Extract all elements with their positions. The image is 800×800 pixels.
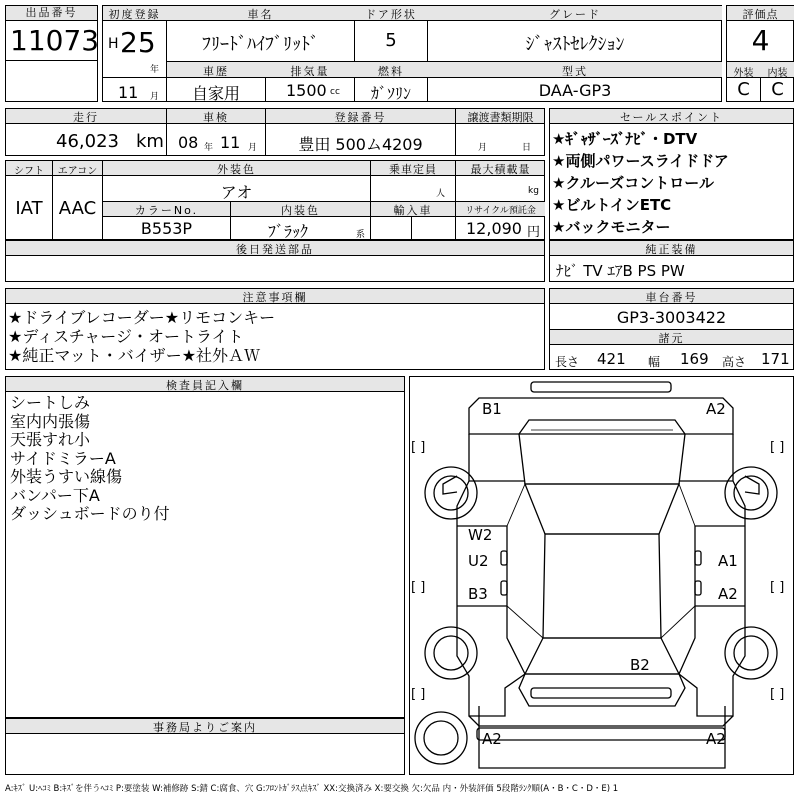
mileage-unit: km (136, 131, 164, 152)
mileage-label: 走行 (73, 111, 99, 124)
recycle-unit: 円 (527, 225, 541, 240)
shift: IAT (15, 198, 43, 219)
transfer-month: 月 (478, 143, 488, 153)
inspector-note: 天張すれ小 (10, 430, 91, 449)
month-value: 11 (118, 83, 139, 102)
month-unit: 月 (150, 92, 160, 102)
sales-point: ★両側パワースライドドア (552, 152, 729, 170)
air-conditioner: AAC (58, 198, 97, 219)
transfer-label: 譲渡書類期限 (467, 111, 534, 124)
car-diagram (409, 376, 794, 775)
score: 4 (751, 24, 770, 57)
tailgate (519, 674, 685, 706)
era: H (108, 36, 119, 52)
height: 171 (761, 350, 790, 368)
mark-b3: B3 (468, 585, 488, 603)
spare-wheel (415, 712, 467, 764)
color-label: 外装色 (217, 163, 256, 176)
mark-a2-right: A2 (718, 585, 738, 603)
mark-a2-top: A2 (706, 400, 726, 418)
history: 自家用 (191, 84, 240, 103)
note-item: ★ディスチャージ・オートライト (8, 327, 244, 346)
bracket-right-2: [ ] (770, 580, 785, 595)
lot-label: 出品番号 (6, 6, 97, 21)
equipment-label: 純正装備 (645, 243, 698, 256)
rear-bumper (477, 728, 725, 740)
inspector-note: シートしみ (10, 393, 91, 412)
recycle-label: リサイクル預託金 (465, 206, 536, 216)
inspector-note: ダッシュボードのり付 (10, 504, 170, 523)
displacement-unit: cc (330, 87, 340, 97)
notes-list (8, 308, 275, 365)
sales-point: ★ビルトインETC (552, 196, 672, 214)
score-label: 評価点 (742, 8, 779, 21)
inspector-label: 検査員記入欄 (166, 379, 244, 392)
chassis-label: 車台番号 (645, 291, 698, 304)
lot-number: 11073 (10, 24, 100, 57)
grade-label: グレード (549, 8, 601, 21)
mark-w2: W2 (468, 526, 493, 544)
sales-points-list (552, 128, 729, 238)
width: 169 (680, 350, 709, 368)
capacity-label: 乗車定員 (389, 163, 437, 176)
ext-grade: C (737, 79, 750, 100)
color-no-label: カラーNo. (134, 204, 199, 217)
wheel-rl (425, 627, 477, 679)
dims-label: 諸元 (658, 332, 685, 345)
model: DAA-GP3 (538, 81, 612, 100)
mark-a2-bottom-right: A2 (706, 730, 726, 748)
car-name: ﾌﾘｰﾄﾞﾊｲﾌﾞﾘｯﾄﾞ (202, 34, 319, 55)
int-label: 内装 (767, 68, 788, 79)
ac-label: エアコン (57, 166, 98, 177)
mark-a1: A1 (718, 552, 738, 570)
plate-label: 登録番号 (334, 111, 387, 124)
windshield (525, 484, 679, 534)
fuel-label: 燃料 (378, 65, 404, 78)
shift-label: シフト (14, 166, 44, 177)
width-label: 幅 (648, 355, 661, 369)
inspector-note: バンパー下A (10, 485, 100, 505)
mark-u2: U2 (468, 552, 489, 570)
roof (543, 534, 661, 638)
office-label: 事務局よりご案内 (153, 721, 257, 734)
year-unit: 年 (150, 65, 160, 75)
inspector-notes (10, 394, 170, 524)
insp-month-unit: 月 (248, 143, 258, 153)
lower-outline (479, 706, 725, 768)
insp-year-unit: 年 (204, 143, 214, 153)
chassis-number: GP3-3003422 (616, 308, 727, 327)
load-unit: kg (528, 186, 539, 196)
sales-point: ★ｷﾞｬｻﾞｰｽﾞﾅﾋﾞ・DTV (552, 130, 698, 148)
plate: 豊田 500ム4209 (298, 135, 423, 154)
sales-points-label: セールスポイント (619, 111, 723, 124)
import-label: 輸入車 (393, 204, 433, 217)
sales-point: ★バックモニター (552, 218, 671, 236)
bracket-left-3: [ ] (411, 687, 426, 702)
ext-label: 外装 (733, 68, 754, 79)
mark-b2: B2 (630, 656, 650, 674)
displacement: 1500 (286, 81, 327, 100)
rear-outline (469, 716, 733, 726)
bracket-left-1: [ ] (411, 440, 426, 455)
length: 421 (597, 350, 626, 368)
wheel-rr (725, 627, 777, 679)
bracket-left-2: [ ] (411, 580, 426, 595)
inspector-note: 室内内張傷 (10, 411, 91, 431)
fuel: ｶﾞｿﾘﾝ (370, 84, 411, 103)
interior-color-suffix: 系 (356, 230, 366, 240)
mark-b1: B1 (482, 400, 502, 418)
load-label: 最大積載量 (470, 163, 531, 176)
front-outline (469, 398, 733, 434)
transfer-day: 日 (522, 143, 532, 153)
car-name-label: 車名 (247, 8, 274, 21)
int-color-label: 内装色 (281, 204, 320, 217)
notes-label: 注意事項欄 (242, 291, 308, 304)
bracket-right-1: [ ] (770, 440, 785, 455)
mirror-right (745, 476, 759, 494)
int-grade: C (771, 79, 784, 100)
legend: A:ｷｽﾞ U:ﾍｺﾐ B:ｷｽﾞを伴うﾍｺﾐ P:要塗装 W:補修跡 S:錆 C:腐食、穴 G:ﾌﾛﾝﾄｶﾞﾗｽ点ｷｽﾞ XX:交換済み X:要交換 欠:欠品 内・外装評価 5段階ﾗﾝｸ順(A・B・C・D・E) 1 (5, 784, 619, 794)
note-item: ★純正マット・バイザー★社外ＡＷ (8, 346, 261, 365)
inspector-note: サイドミラーA (10, 448, 116, 468)
rear-window (525, 638, 679, 674)
model-label: 型式 (562, 65, 588, 78)
inspector-note: 外装うすい線傷 (10, 467, 123, 486)
inspection-label: 車検 (203, 111, 229, 124)
height-label: 高さ (722, 355, 747, 369)
mirror-left (443, 476, 457, 494)
door-label: ドア形状 (365, 8, 417, 21)
insp-year: 08 (178, 133, 199, 152)
recycle-fee: 12,090 (466, 219, 522, 238)
exterior-color: アオ (220, 183, 253, 202)
interior-color: ﾌﾞﾗｯｸ (268, 222, 309, 241)
note-item: ★ドライブレコーダー★リモコンキー (8, 308, 276, 327)
grade: ｼﾞｬｽﾄｾﾚｸｼｮﾝ (525, 34, 625, 55)
length-label: 長さ (555, 355, 580, 369)
mark-a2-bottom-left: A2 (482, 730, 502, 748)
front-bumper (531, 382, 671, 392)
capacity-unit: 人 (436, 189, 446, 199)
bracket-right-3: [ ] (770, 687, 785, 702)
sales-point: ★クルーズコントロール (552, 174, 714, 192)
color-number: B553P (140, 219, 193, 238)
door-count: 5 (385, 30, 397, 51)
first-reg-label: 初度登録 (108, 8, 161, 21)
mileage: 46,023 (56, 131, 119, 152)
displacement-label: 排気量 (290, 65, 330, 78)
insp-month: 11 (220, 133, 241, 152)
history-label: 車歴 (203, 65, 229, 78)
equipment: ﾅﾋﾞ TV ｴｱB PS PW (556, 262, 685, 280)
later-parts-label: 後日発送部品 (236, 243, 314, 256)
year-value: 25 (120, 26, 156, 59)
